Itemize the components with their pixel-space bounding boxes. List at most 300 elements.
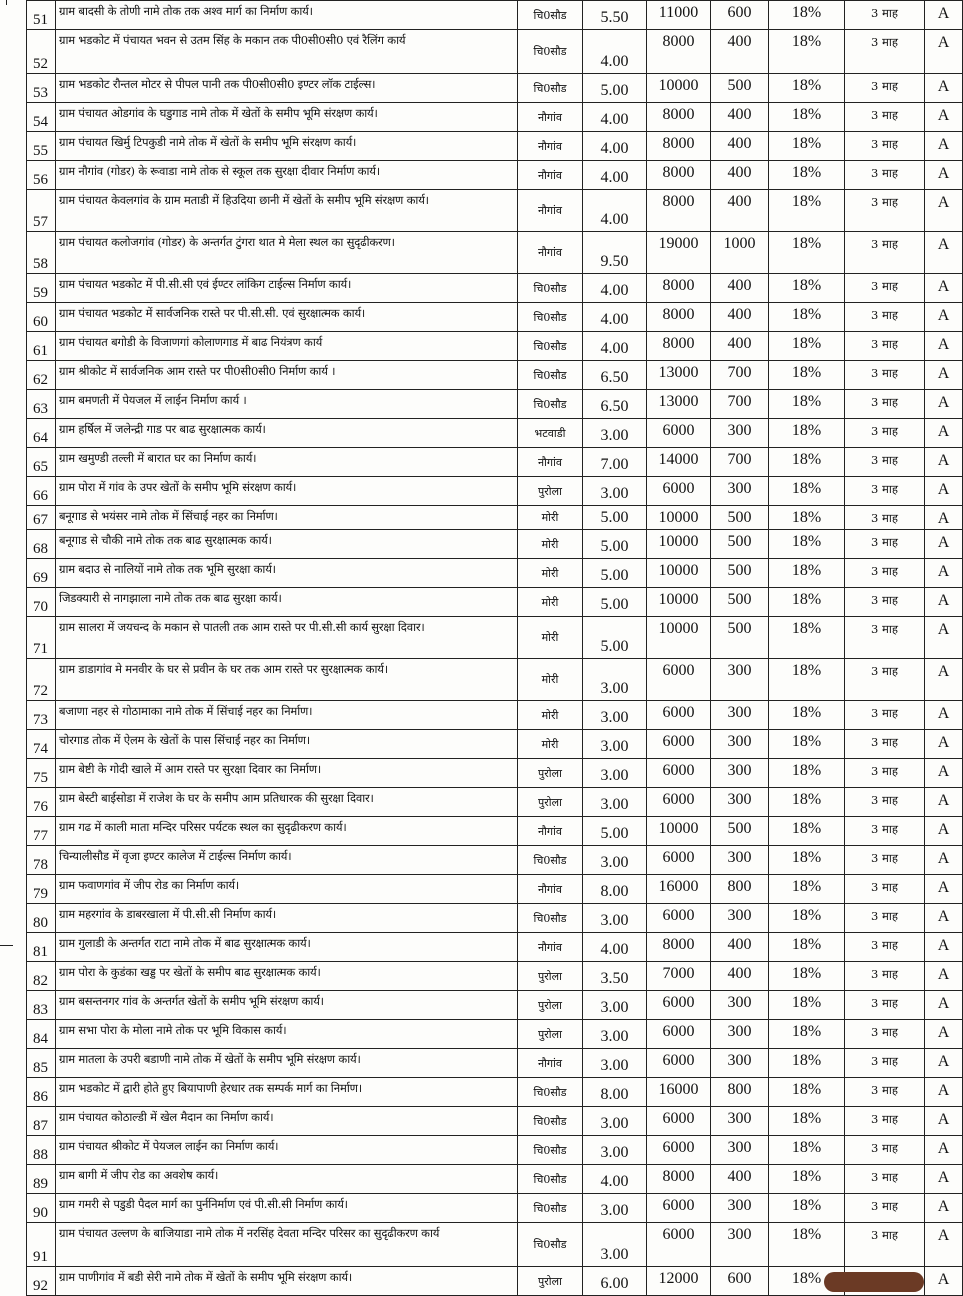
works-table-body bbox=[27, 1, 963, 1296]
works-table bbox=[26, 0, 963, 1296]
cell-km: 3.00 bbox=[583, 1223, 647, 1267]
cell-sn: 63 bbox=[27, 390, 56, 419]
cell-amount: 10000 bbox=[647, 506, 711, 530]
table-row bbox=[27, 759, 963, 788]
cell-desc: ग्राम भडकोट में पंचायत भवन से उतम सिंह के मकान तक पी0सी0सी0 एवं रैलिंग कार्य bbox=[56, 30, 518, 74]
cell-duration: 3 माह bbox=[845, 132, 925, 161]
cell-sn: 58 bbox=[27, 232, 56, 274]
cell-sn: 70 bbox=[27, 588, 56, 617]
cell-labour: 300 bbox=[711, 759, 769, 788]
cell-labour: 300 bbox=[711, 1136, 769, 1165]
cell-block: नौगांव bbox=[518, 161, 583, 190]
cell-labour: 400 bbox=[711, 1165, 769, 1194]
cell-duration: 3 माह bbox=[845, 190, 925, 232]
cell-amount: 6000 bbox=[647, 701, 711, 730]
cell-duration: 3 माह bbox=[845, 759, 925, 788]
cell-duration: 3 माह bbox=[845, 30, 925, 74]
cell-duration: 3 माह bbox=[845, 1223, 925, 1267]
table-row bbox=[27, 30, 963, 74]
cell-block: चि0सौड bbox=[518, 1165, 583, 1194]
cell-block: नौगांव bbox=[518, 933, 583, 962]
cell-sn: 52 bbox=[27, 30, 56, 74]
cell-labour: 500 bbox=[711, 617, 769, 659]
cell-duration: 3 माह bbox=[845, 477, 925, 506]
cell-sn: 80 bbox=[27, 904, 56, 933]
cell-desc: ग्राम महरगांव के डाबरखाला में पी.सी.सी निर्माण कार्य। bbox=[56, 904, 518, 933]
cell-amount: 6000 bbox=[647, 1049, 711, 1078]
cell-desc: ग्राम पंचायत उल्लण के बाजियाडा नामे तोक में नरसिंह देवता मन्दिर परिसर का सुदृढीकरण कार्य bbox=[56, 1223, 518, 1267]
cell-cat: A bbox=[925, 659, 963, 701]
cell-labour: 300 bbox=[711, 419, 769, 448]
cell-km: 5.00 bbox=[583, 817, 647, 846]
cell-amount: 6000 bbox=[647, 759, 711, 788]
cell-cat: A bbox=[925, 730, 963, 759]
cell-sn: 91 bbox=[27, 1223, 56, 1267]
cell-block: भटवाडी bbox=[518, 419, 583, 448]
cell-km: 4.00 bbox=[583, 161, 647, 190]
cell-duration: 3 माह bbox=[845, 875, 925, 904]
cell-km: 4.00 bbox=[583, 132, 647, 161]
cell-km: 3.00 bbox=[583, 759, 647, 788]
cell-duration: 3 माह bbox=[845, 817, 925, 846]
cell-cat: A bbox=[925, 1020, 963, 1049]
cell-amount: 13000 bbox=[647, 390, 711, 419]
cell-desc: ग्राम सभा पोरा के मोला नामे तोक पर भूमि विकास कार्य। bbox=[56, 1020, 518, 1049]
cell-sn: 85 bbox=[27, 1049, 56, 1078]
cell-desc: ग्राम भडकोट में द्वारी होते हुए बियापाणी हेरधार तक सम्पर्क मार्ग का निर्माण। bbox=[56, 1078, 518, 1107]
cell-sn: 72 bbox=[27, 659, 56, 701]
cell-sn: 87 bbox=[27, 1107, 56, 1136]
cell-block: पुरोला bbox=[518, 991, 583, 1020]
table-row bbox=[27, 1020, 963, 1049]
cell-duration: 3 माह bbox=[845, 530, 925, 559]
cell-cat: A bbox=[925, 1078, 963, 1107]
cell-block: मोरी bbox=[518, 730, 583, 759]
cell-pct: 18% bbox=[769, 274, 845, 303]
table-row bbox=[27, 419, 963, 448]
table-row bbox=[27, 701, 963, 730]
cell-desc: ग्राम पंचायत खिर्मु टिपकुडी नामे तोक में खेतों के समीप भूमि संरक्षण कार्य। bbox=[56, 132, 518, 161]
cell-sn: 84 bbox=[27, 1020, 56, 1049]
table-row bbox=[27, 361, 963, 390]
cell-km: 5.00 bbox=[583, 506, 647, 530]
cell-block: चि0सौड bbox=[518, 30, 583, 74]
cell-km: 4.00 bbox=[583, 1165, 647, 1194]
cell-cat: A bbox=[925, 846, 963, 875]
cell-sn: 92 bbox=[27, 1267, 56, 1296]
cell-duration: 3 माह bbox=[845, 659, 925, 701]
cell-pct: 18% bbox=[769, 730, 845, 759]
cell-pct: 18% bbox=[769, 74, 845, 103]
table-row bbox=[27, 1136, 963, 1165]
cell-pct: 18% bbox=[769, 701, 845, 730]
cell-duration: 3 माह bbox=[845, 1, 925, 30]
cell-block: पुरोला bbox=[518, 1267, 583, 1296]
cell-km: 4.00 bbox=[583, 190, 647, 232]
cell-block: मोरी bbox=[518, 530, 583, 559]
cell-km: 4.00 bbox=[583, 332, 647, 361]
cell-km: 4.00 bbox=[583, 274, 647, 303]
cell-pct: 18% bbox=[769, 448, 845, 477]
cell-labour: 400 bbox=[711, 161, 769, 190]
cell-labour: 400 bbox=[711, 132, 769, 161]
table-row bbox=[27, 530, 963, 559]
cell-sn: 64 bbox=[27, 419, 56, 448]
cell-block: चि0सौड bbox=[518, 1107, 583, 1136]
cell-amount: 8000 bbox=[647, 30, 711, 74]
cell-labour: 400 bbox=[711, 962, 769, 991]
table-row bbox=[27, 846, 963, 875]
table-row bbox=[27, 74, 963, 103]
cell-block: चि0सौड bbox=[518, 1078, 583, 1107]
table-row bbox=[27, 962, 963, 991]
cell-block: चि0सौड bbox=[518, 1, 583, 30]
cell-amount: 8000 bbox=[647, 161, 711, 190]
cell-km: 5.50 bbox=[583, 1, 647, 30]
table-row bbox=[27, 1107, 963, 1136]
cell-desc: ग्राम गमरी से पडुडी पैदल मार्ग का पुर्ननिर्माण एवं पी.सी.सी निर्माण कार्य। bbox=[56, 1194, 518, 1223]
cell-duration: 3 माह bbox=[845, 730, 925, 759]
cell-km: 5.00 bbox=[583, 617, 647, 659]
cell-block: नौगांव bbox=[518, 1049, 583, 1078]
cell-amount: 6000 bbox=[647, 1136, 711, 1165]
cell-pct: 18% bbox=[769, 933, 845, 962]
cell-pct: 18% bbox=[769, 390, 845, 419]
cell-labour: 1000 bbox=[711, 232, 769, 274]
cell-amount: 16000 bbox=[647, 875, 711, 904]
cell-block: चि0सौड bbox=[518, 303, 583, 332]
cell-labour: 300 bbox=[711, 730, 769, 759]
cell-desc: बजाणा नहर से गोठामाका नामे तोक में सिंचाई नहर का निर्माण। bbox=[56, 701, 518, 730]
cell-cat: A bbox=[925, 962, 963, 991]
cell-duration: 3 माह bbox=[845, 933, 925, 962]
cell-pct: 18% bbox=[769, 332, 845, 361]
cell-cat: A bbox=[925, 1107, 963, 1136]
cell-amount: 10000 bbox=[647, 530, 711, 559]
cell-amount: 10000 bbox=[647, 817, 711, 846]
cell-block: चि0सौड bbox=[518, 274, 583, 303]
cell-amount: 8000 bbox=[647, 190, 711, 232]
cell-km: 7.00 bbox=[583, 448, 647, 477]
cell-pct: 18% bbox=[769, 161, 845, 190]
table-row bbox=[27, 991, 963, 1020]
cell-cat: A bbox=[925, 530, 963, 559]
cell-km: 3.50 bbox=[583, 962, 647, 991]
cell-pct: 18% bbox=[769, 1165, 845, 1194]
cell-sn: 62 bbox=[27, 361, 56, 390]
cell-km: 4.00 bbox=[583, 933, 647, 962]
cell-duration: 3 माह bbox=[845, 1049, 925, 1078]
cell-cat: A bbox=[925, 161, 963, 190]
cell-duration: 3 माह bbox=[845, 303, 925, 332]
cell-labour: 400 bbox=[711, 190, 769, 232]
cell-pct: 18% bbox=[769, 559, 845, 588]
cell-block: पुरोला bbox=[518, 477, 583, 506]
table-row bbox=[27, 303, 963, 332]
table-row bbox=[27, 477, 963, 506]
cell-sn: 79 bbox=[27, 875, 56, 904]
cell-amount: 6000 bbox=[647, 904, 711, 933]
cell-pct: 18% bbox=[769, 817, 845, 846]
cell-desc: बनूगाड से भयंसर नामे तोक में सिंचाई नहर का निर्माण। bbox=[56, 506, 518, 530]
cell-labour: 600 bbox=[711, 1267, 769, 1296]
cell-pct: 18% bbox=[769, 1194, 845, 1223]
table-row bbox=[27, 506, 963, 530]
cell-duration: 3 माह bbox=[845, 962, 925, 991]
cell-cat: A bbox=[925, 788, 963, 817]
cell-km: 3.00 bbox=[583, 1194, 647, 1223]
cell-duration: 3 माह bbox=[845, 390, 925, 419]
cell-cat: A bbox=[925, 1165, 963, 1194]
cell-pct: 18% bbox=[769, 1020, 845, 1049]
cell-km: 9.50 bbox=[583, 232, 647, 274]
cell-sn: 81 bbox=[27, 933, 56, 962]
cell-sn: 68 bbox=[27, 530, 56, 559]
cell-pct: 18% bbox=[769, 1107, 845, 1136]
cell-amount: 6000 bbox=[647, 1020, 711, 1049]
table-row bbox=[27, 588, 963, 617]
cell-desc: ग्राम गढ में काली माता मन्दिर परिसर पर्यटक स्थल का सुदृढीकरण कार्य। bbox=[56, 817, 518, 846]
cell-block: चि0सौड bbox=[518, 904, 583, 933]
cell-cat: A bbox=[925, 904, 963, 933]
cell-block: नौगांव bbox=[518, 190, 583, 232]
cell-amount: 6000 bbox=[647, 730, 711, 759]
cell-block: मोरी bbox=[518, 659, 583, 701]
cell-desc: जिडक्यारी से नागझाला नामे तोक तक बाढ सुरक्षा कार्य। bbox=[56, 588, 518, 617]
cell-sn: 60 bbox=[27, 303, 56, 332]
cell-block: मोरी bbox=[518, 617, 583, 659]
table-row bbox=[27, 933, 963, 962]
cell-amount: 10000 bbox=[647, 617, 711, 659]
cell-cat: A bbox=[925, 103, 963, 132]
cell-pct: 18% bbox=[769, 991, 845, 1020]
cell-duration: 3 माह bbox=[845, 617, 925, 659]
cell-block: चि0सौड bbox=[518, 332, 583, 361]
cell-amount: 8000 bbox=[647, 103, 711, 132]
cell-labour: 500 bbox=[711, 588, 769, 617]
cell-pct: 18% bbox=[769, 303, 845, 332]
cell-duration: 3 माह bbox=[845, 1107, 925, 1136]
table-row bbox=[27, 875, 963, 904]
cell-km: 4.00 bbox=[583, 303, 647, 332]
cell-labour: 500 bbox=[711, 530, 769, 559]
cell-pct: 18% bbox=[769, 617, 845, 659]
cell-sn: 74 bbox=[27, 730, 56, 759]
cell-pct: 18% bbox=[769, 904, 845, 933]
cell-labour: 800 bbox=[711, 1078, 769, 1107]
cell-cat: A bbox=[925, 30, 963, 74]
cell-desc: बनूगाड से चौकी नामे तोक तक बाढ सुरक्षात्मक कार्य। bbox=[56, 530, 518, 559]
cell-labour: 700 bbox=[711, 390, 769, 419]
cell-km: 3.00 bbox=[583, 477, 647, 506]
cell-block: नौगांव bbox=[518, 232, 583, 274]
cell-block: नौगांव bbox=[518, 132, 583, 161]
cell-km: 3.00 bbox=[583, 1107, 647, 1136]
cell-block: चि0सौड bbox=[518, 846, 583, 875]
table-row bbox=[27, 190, 963, 232]
cell-amount: 6000 bbox=[647, 659, 711, 701]
cell-desc: ग्राम बादसी के तोणी नामे तोक तक अश्व मार्ग का निर्माण कार्य। bbox=[56, 1, 518, 30]
cell-pct: 18% bbox=[769, 132, 845, 161]
cell-cat: A bbox=[925, 1223, 963, 1267]
cell-amount: 6000 bbox=[647, 1223, 711, 1267]
cell-labour: 300 bbox=[711, 904, 769, 933]
cell-desc: ग्राम पंचायत ओडगांव के घडुगाड नामे तोक में खेतों के समीप भूमि संरक्षण कार्य। bbox=[56, 103, 518, 132]
cell-pct: 18% bbox=[769, 1078, 845, 1107]
cell-km: 5.00 bbox=[583, 588, 647, 617]
cell-amount: 19000 bbox=[647, 232, 711, 274]
table-row bbox=[27, 559, 963, 588]
cell-desc: ग्राम खमुण्डी तल्ली में बारात घर का निर्माण कार्य। bbox=[56, 448, 518, 477]
cell-km: 8.00 bbox=[583, 875, 647, 904]
cell-labour: 500 bbox=[711, 817, 769, 846]
cell-desc: ग्राम नौगांव (गोडर) के रूवाडा नामे तोक से स्कूल तक सुरक्षा दीवार निर्माण कार्य। bbox=[56, 161, 518, 190]
cell-amount: 7000 bbox=[647, 962, 711, 991]
cell-amount: 8000 bbox=[647, 303, 711, 332]
cell-km: 3.00 bbox=[583, 846, 647, 875]
cell-pct: 18% bbox=[769, 419, 845, 448]
cell-amount: 16000 bbox=[647, 1078, 711, 1107]
cell-block: पुरोला bbox=[518, 962, 583, 991]
cell-block: चि0सौड bbox=[518, 74, 583, 103]
cell-sn: 90 bbox=[27, 1194, 56, 1223]
cell-km: 3.00 bbox=[583, 659, 647, 701]
cell-cat: A bbox=[925, 361, 963, 390]
cell-labour: 300 bbox=[711, 788, 769, 817]
cell-cat: A bbox=[925, 190, 963, 232]
cell-pct: 18% bbox=[769, 962, 845, 991]
cell-cat: A bbox=[925, 1, 963, 30]
cell-duration: 3 माह bbox=[845, 232, 925, 274]
cell-amount: 8000 bbox=[647, 132, 711, 161]
cell-labour: 500 bbox=[711, 74, 769, 103]
cell-desc: ग्राम पोरा के कुडंका खड्ड पर खेतों के समीप बाढ सुरक्षात्मक कार्य। bbox=[56, 962, 518, 991]
cell-labour: 400 bbox=[711, 103, 769, 132]
cell-duration: 3 माह bbox=[845, 103, 925, 132]
cell-desc: ग्राम मातला के उपरी बडाणी नामे तोक में खेतों के समीप भूमि संरक्षण कार्य। bbox=[56, 1049, 518, 1078]
cell-sn: 73 bbox=[27, 701, 56, 730]
cell-pct: 18% bbox=[769, 30, 845, 74]
table-row bbox=[27, 103, 963, 132]
cell-labour: 300 bbox=[711, 1194, 769, 1223]
cell-labour: 300 bbox=[711, 477, 769, 506]
cell-sn: 83 bbox=[27, 991, 56, 1020]
cell-duration: 3 माह bbox=[845, 904, 925, 933]
cell-sn: 56 bbox=[27, 161, 56, 190]
cell-cat: A bbox=[925, 477, 963, 506]
cell-km: 8.00 bbox=[583, 1078, 647, 1107]
cell-cat: A bbox=[925, 933, 963, 962]
cell-sn: 51 bbox=[27, 1, 56, 30]
cell-cat: A bbox=[925, 1267, 963, 1296]
cell-block: पुरोला bbox=[518, 788, 583, 817]
cell-block: चि0सौड bbox=[518, 1223, 583, 1267]
cell-amount: 6000 bbox=[647, 991, 711, 1020]
cell-cat: A bbox=[925, 419, 963, 448]
cell-block: चि0सौड bbox=[518, 1194, 583, 1223]
cell-block: पुरोला bbox=[518, 1020, 583, 1049]
cell-amount: 10000 bbox=[647, 559, 711, 588]
cell-sn: 66 bbox=[27, 477, 56, 506]
cell-desc: ग्राम डाडागांव मे मनवीर के घर से प्रवीन के घर तक आम रास्ते पर सुरक्षात्मक कार्य। bbox=[56, 659, 518, 701]
cell-labour: 300 bbox=[711, 659, 769, 701]
cell-cat: A bbox=[925, 1049, 963, 1078]
cell-sn: 86 bbox=[27, 1078, 56, 1107]
cell-km: 5.00 bbox=[583, 559, 647, 588]
cell-amount: 10000 bbox=[647, 588, 711, 617]
table-row bbox=[27, 1, 963, 30]
cell-pct: 18% bbox=[769, 659, 845, 701]
cell-labour: 700 bbox=[711, 448, 769, 477]
cell-km: 3.00 bbox=[583, 991, 647, 1020]
table-row bbox=[27, 730, 963, 759]
cell-block: पुरोला bbox=[518, 759, 583, 788]
cell-duration: 3 माह bbox=[845, 506, 925, 530]
cell-desc: ग्राम हर्षिल में जलेन्द्री गाड पर बाढ सुरक्षात्मक कार्य। bbox=[56, 419, 518, 448]
cell-cat: A bbox=[925, 506, 963, 530]
cell-pct: 18% bbox=[769, 190, 845, 232]
cell-labour: 400 bbox=[711, 933, 769, 962]
cell-duration: 3 माह bbox=[845, 1020, 925, 1049]
cell-labour: 300 bbox=[711, 1020, 769, 1049]
cell-sn: 59 bbox=[27, 274, 56, 303]
cell-desc: ग्राम बदाउ से नालियों नामे तोक तक भूमि सुरक्षा कार्य। bbox=[56, 559, 518, 588]
cell-sn: 75 bbox=[27, 759, 56, 788]
cell-labour: 400 bbox=[711, 274, 769, 303]
cell-sn: 89 bbox=[27, 1165, 56, 1194]
cell-cat: A bbox=[925, 1136, 963, 1165]
cell-pct: 18% bbox=[769, 361, 845, 390]
cell-duration: 3 माह bbox=[845, 161, 925, 190]
cell-pct: 18% bbox=[769, 530, 845, 559]
cell-labour: 400 bbox=[711, 332, 769, 361]
cell-duration: 3 माह bbox=[845, 1136, 925, 1165]
cell-desc: ग्राम बागी में जीप रोड का अवशेष कार्य। bbox=[56, 1165, 518, 1194]
cell-km: 3.00 bbox=[583, 788, 647, 817]
cell-cat: A bbox=[925, 232, 963, 274]
cell-block: चि0सौड bbox=[518, 390, 583, 419]
cell-amount: 8000 bbox=[647, 933, 711, 962]
table-row bbox=[27, 274, 963, 303]
cell-labour: 500 bbox=[711, 506, 769, 530]
cell-desc: ग्राम बेष्टी के गोदी खाले में आम रास्ते पर सुरक्षा दिवार का निर्माण। bbox=[56, 759, 518, 788]
cell-pct: 18% bbox=[769, 759, 845, 788]
cell-amount: 13000 bbox=[647, 361, 711, 390]
table-row bbox=[27, 232, 963, 274]
cell-pct: 18% bbox=[769, 1, 845, 30]
cell-sn: 67 bbox=[27, 506, 56, 530]
cell-desc: ग्राम बमणती में पेयजल में लाईन निर्माण कार्य । bbox=[56, 390, 518, 419]
cell-duration: 3 माह bbox=[845, 1078, 925, 1107]
cell-sn: 54 bbox=[27, 103, 56, 132]
table-row bbox=[27, 1049, 963, 1078]
cell-pct: 18% bbox=[769, 1267, 845, 1296]
cell-block: मोरी bbox=[518, 588, 583, 617]
cell-km: 6.00 bbox=[583, 1267, 647, 1296]
cell-desc: ग्राम बसन्तनगर गांव के अन्तर्गत खेतों के समीप भूमि संरक्षण कार्य। bbox=[56, 991, 518, 1020]
cell-duration: 3 माह bbox=[845, 846, 925, 875]
cell-km: 5.00 bbox=[583, 74, 647, 103]
cell-labour: 300 bbox=[711, 701, 769, 730]
cell-duration: 3 माह bbox=[845, 274, 925, 303]
cell-duration: 3 माह bbox=[845, 559, 925, 588]
cell-pct: 18% bbox=[769, 232, 845, 274]
table-row bbox=[27, 332, 963, 361]
cell-desc: ग्राम फवाणगांव में जीप रोड का निर्माण कार्य। bbox=[56, 875, 518, 904]
cell-desc: ग्राम भडकोट रौन्तल मोटर से पीपल पानी तक पी0सी0सी0 इण्टर लॉक टाईल्स। bbox=[56, 74, 518, 103]
cell-labour: 300 bbox=[711, 1049, 769, 1078]
cell-sn: 53 bbox=[27, 74, 56, 103]
